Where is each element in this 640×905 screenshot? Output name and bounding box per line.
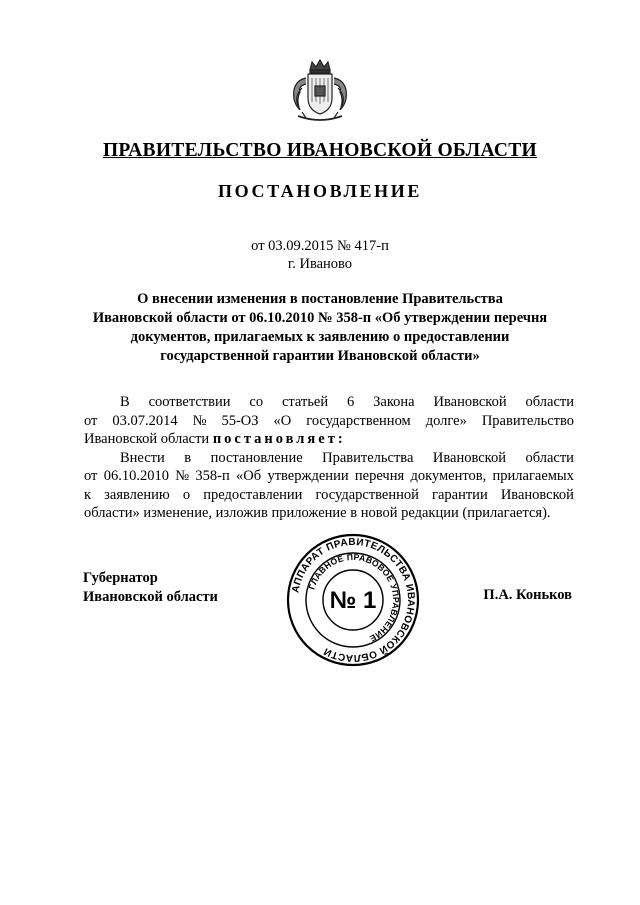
text-fragment: области» изменение, изложив приложение в новой редакции (прилагается). — [84, 505, 551, 521]
signatory-title-line: Губернатор — [83, 570, 158, 586]
word: к — [84, 486, 92, 503]
word: соответствии — [148, 394, 231, 410]
signatory-title-line: Ивановской области — [83, 589, 218, 605]
word: от — [84, 468, 98, 484]
text-line — [84, 430, 574, 449]
word: документов, — [410, 468, 487, 484]
word: области — [525, 449, 574, 466]
official-seal — [285, 532, 421, 668]
word: со — [249, 394, 264, 410]
seal-outer-text: АППАРАТ ПРАВИТЕЛЬСТВА ИВАНОВСКОЙ ОБЛАСТИ — [290, 536, 417, 664]
word: 03.07.2014 — [112, 412, 178, 429]
paragraph-basis — [84, 393, 574, 449]
word: Ивановской — [432, 449, 506, 466]
coat-of-arms-icon — [288, 58, 352, 126]
word: 358-п — [195, 468, 230, 484]
word: 6 — [347, 394, 355, 410]
word: перечня — [354, 468, 405, 484]
word: «Об — [236, 468, 262, 484]
seal-number: № 1 — [329, 587, 377, 614]
word: о — [182, 486, 191, 503]
word: Внести — [120, 449, 165, 466]
word: Ивановской — [500, 486, 574, 503]
text-fragment: Ивановской области — [84, 431, 210, 447]
resolves-word: постановляет: — [212, 431, 346, 447]
document-type: ПОСТАНОВЛЕНИЕ — [218, 181, 422, 201]
word: Правительства — [322, 449, 414, 466]
word: от — [84, 412, 98, 429]
word: № — [175, 468, 190, 484]
paragraph-resolution — [84, 449, 574, 523]
word: № — [192, 412, 207, 429]
word: государственной — [315, 486, 419, 503]
word: 06.10.2010 — [103, 468, 169, 484]
word: гарантии — [432, 486, 488, 503]
justified-line — [84, 486, 574, 505]
subject-line: О внесении изменения в постановление Правительства — [137, 291, 503, 307]
word: В — [120, 394, 130, 410]
subject-line: государственной гарантии Ивановской области» — [160, 348, 480, 364]
signatory-title — [83, 569, 218, 607]
document-subject — [60, 290, 580, 366]
word: постановление — [210, 449, 303, 466]
subject-line: Ивановской области от 06.10.2010 № 358-п «Об утверждении перечня — [92, 310, 548, 326]
text-line — [84, 504, 574, 523]
word: «О — [273, 412, 292, 429]
word: в — [184, 449, 192, 466]
word: Закона — [373, 394, 415, 410]
word: заявлению — [104, 486, 170, 503]
word: Правительство — [481, 412, 574, 429]
document-date-number: от 03.09.2015 № 417-п — [251, 238, 389, 254]
document-body — [84, 393, 574, 523]
word: утверждении — [267, 468, 349, 484]
signatory-name: П.А. Коньков — [483, 587, 572, 603]
word: долге» — [425, 412, 467, 429]
document-city: г. Иваново — [287, 256, 353, 272]
government-title: ПРАВИТЕЛЬСТВО ИВАНОВСКОЙ ОБЛАСТИ — [102, 140, 538, 161]
word: предоставлении — [203, 486, 303, 503]
justified-line — [84, 412, 574, 431]
word: 55-ОЗ — [221, 412, 259, 429]
word: статьей — [281, 394, 329, 410]
subject-line: документов, прилагаемых к заявлению о предоставлении — [130, 329, 510, 345]
word: Ивановской — [433, 394, 507, 410]
seal-inner-text: ГЛАВНОЕ ПРАВОВОЕ УПРАВЛЕНИЕ — [306, 551, 402, 644]
justified-line — [84, 393, 574, 412]
word: государственном — [306, 412, 411, 429]
justified-line — [84, 467, 574, 486]
word: области — [525, 394, 574, 410]
justified-line — [84, 449, 574, 468]
word: прилагаемых — [492, 468, 574, 484]
